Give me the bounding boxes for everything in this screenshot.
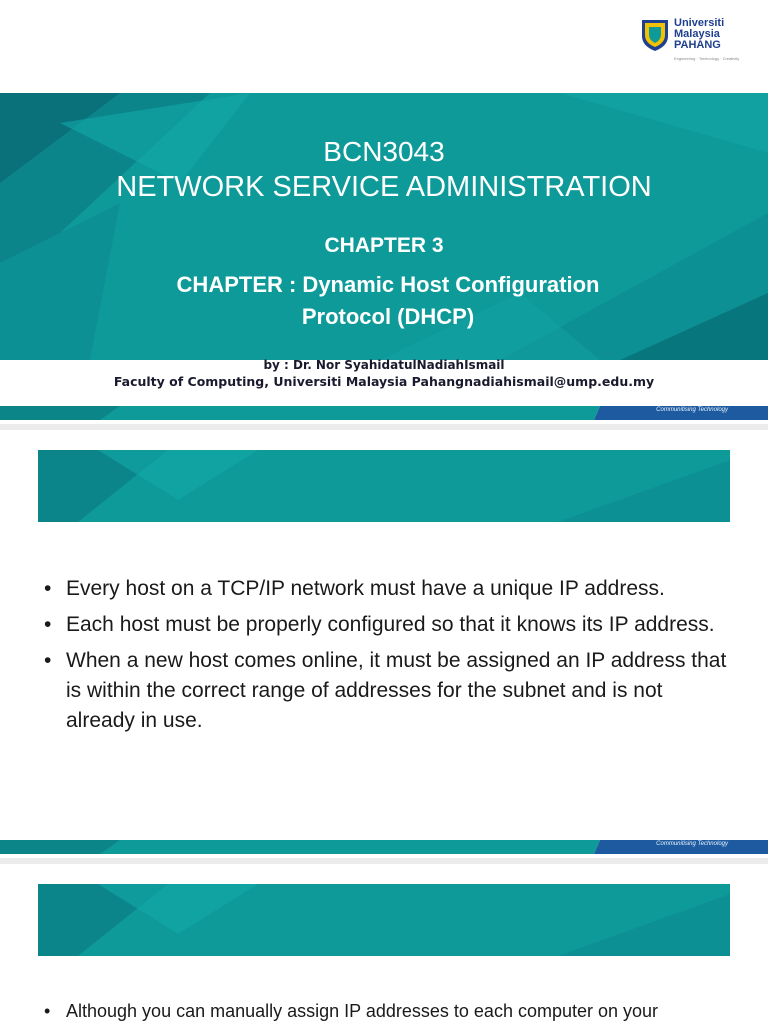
- list-item: • Each host must be properly configured so that it knows its IP address.: [44, 610, 734, 640]
- title-slide-top: [0, 0, 768, 93]
- footer-slogan: Communitising Technology: [656, 407, 728, 413]
- slide-footer: [0, 406, 768, 420]
- logo-tagline: Engineering · Technology · Creativity: [674, 56, 740, 61]
- logo-text-line3: PAHANG: [674, 39, 721, 51]
- slide-header-bar: [38, 884, 730, 956]
- university-logo: [640, 18, 739, 64]
- list-item: • When a new host comes online, it must be assigned an IP address that is within the correct range of addresses for the subnet and is not already in use.: [44, 646, 734, 736]
- header-decoration: [38, 884, 730, 956]
- course-code: BCN3043: [323, 136, 445, 167]
- slide3-bullet-list: [44, 996, 734, 1032]
- slide-footer: [0, 840, 768, 854]
- slide-separator: [0, 424, 768, 430]
- slide-header-bar: [38, 450, 730, 522]
- faculty-line: Faculty of Computing, Universiti Malaysia Pahangnadiahismail@ump.edu.my: [113, 374, 655, 389]
- footer-slogan: Communitising Technology: [656, 841, 728, 847]
- slide2-bullet-list: [44, 574, 734, 742]
- list-item: • Although you can manually assign IP addresses to each computer on your: [44, 996, 734, 1026]
- slide-separator: [0, 858, 768, 864]
- shield-icon: [640, 18, 670, 52]
- chapter-number: CHAPTER 3: [324, 234, 444, 257]
- logo-text-line1: Universiti: [674, 17, 725, 29]
- author-line: by : Dr. Nor SyahidatulNadiahIsmail: [263, 358, 505, 372]
- chapter-title: CHAPTER : Dynamic Host Configuration Protocol (DHCP): [176, 272, 600, 329]
- course-name: NETWORK SERVICE ADMINISTRATION: [116, 171, 652, 203]
- logo-text-line2: Malaysia: [674, 28, 720, 40]
- list-item: • Every host on a TCP/IP network must have a unique IP address.: [44, 574, 734, 604]
- footer-decoration: [0, 840, 768, 854]
- header-decoration: [38, 450, 730, 522]
- footer-decoration: [0, 406, 768, 420]
